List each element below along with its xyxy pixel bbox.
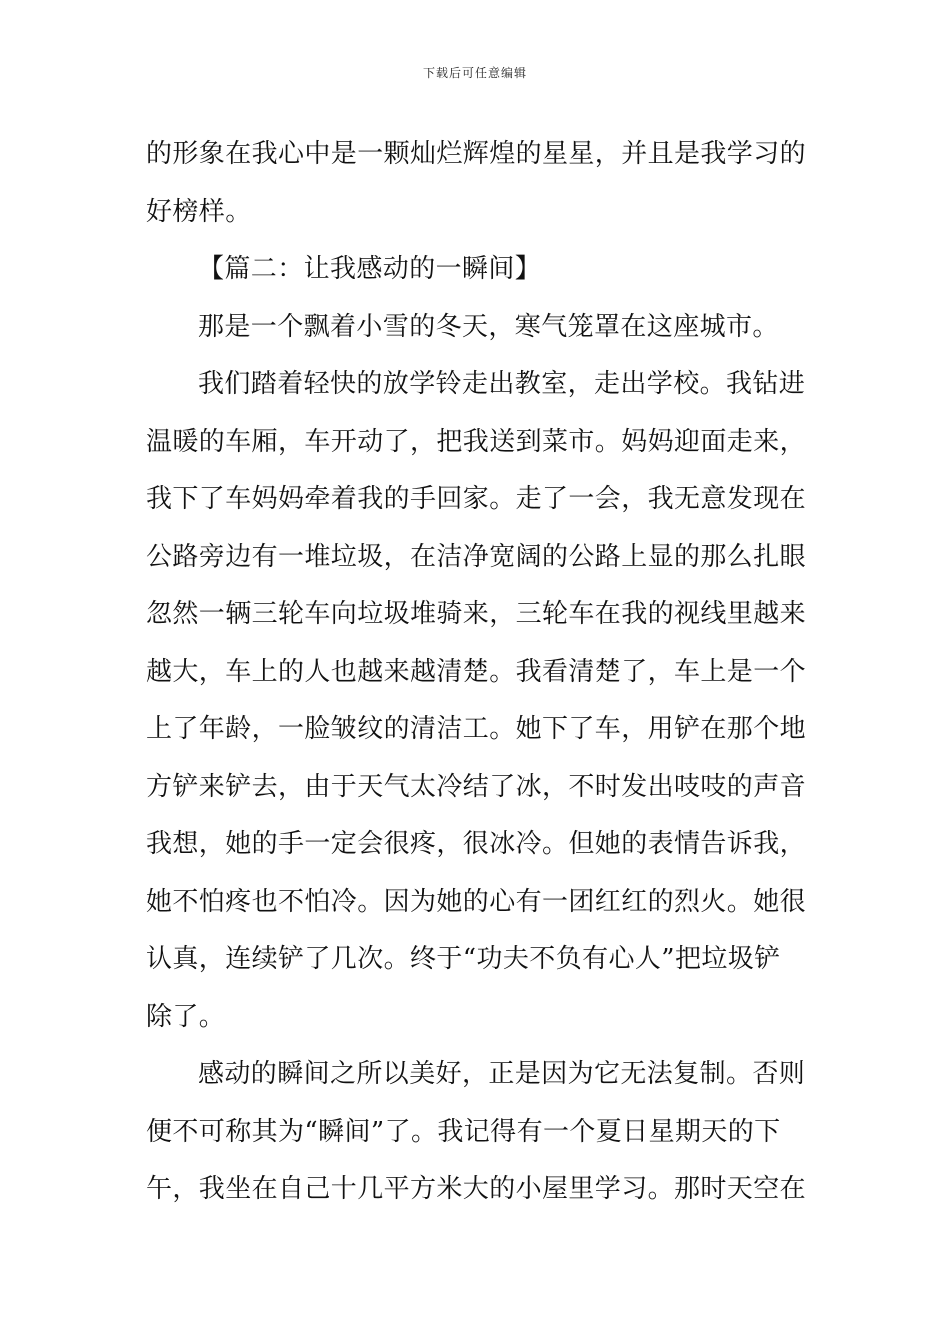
text-line: 的形象在我心中是一颗灿烂辉煌的星星，并且是我学习的	[146, 139, 806, 169]
text-line: 方铲来铲去，由于天气太冷结了冰，不时发出吱吱的声音	[146, 771, 806, 802]
text-line: 上了年龄，一脸皱纹的清洁工。她下了车，用铲在那个地	[146, 714, 806, 744]
text-line: 感动的瞬间之所以美好，正是因为它无法复制。否则	[198, 1059, 806, 1089]
body-text	[146, 126, 806, 1219]
text-line: 我们踏着轻快的放学铃走出教室，走出学校。我钻进	[198, 369, 806, 399]
text-line: 午，我坐在自己十几平方米大的小屋里学习。那时天空在	[146, 1174, 806, 1204]
text-line: 好榜样。	[146, 196, 252, 227]
text-line: 她不怕疼也不怕冷。因为她的心有一团红红的烈火。她很	[146, 886, 806, 917]
text-line: 我想，她的手一定会很疼，很冰冷。但她的表情告诉我，	[146, 829, 806, 859]
text-line: 认真，连续铲了几次。终于“功夫不负有心人”把垃圾铲	[146, 944, 781, 974]
text-line: 便不可称其为“瞬间”了。我记得有一个夏日星期天的下	[146, 1116, 781, 1147]
header-note: 下载后可任意编辑	[422, 66, 527, 80]
text-line: 公路旁边有一堆垃圾，在洁净宽阔的公路上显的那么扎眼	[146, 541, 806, 572]
text-line: 那是一个飘着小雪的冬天，寒气笼罩在这座城市。	[198, 311, 779, 342]
text-line: 忽然一辆三轮车向垃圾堆骑来，三轮车在我的视线里越来	[146, 599, 806, 629]
text-line: 越大，车上的人也越来越清楚。我看清楚了，车上是一个	[146, 656, 806, 687]
text-line: 除了。	[146, 1001, 226, 1032]
text-line: 我下了车妈妈牵着我的手回家。走了一会，我无意发现在	[146, 484, 806, 514]
text-line: 温暖的车厢，车开动了，把我送到菜市。妈妈迎面走来，	[146, 426, 806, 457]
section-heading: 【篇二：让我感动的一瞬间】	[198, 254, 542, 284]
